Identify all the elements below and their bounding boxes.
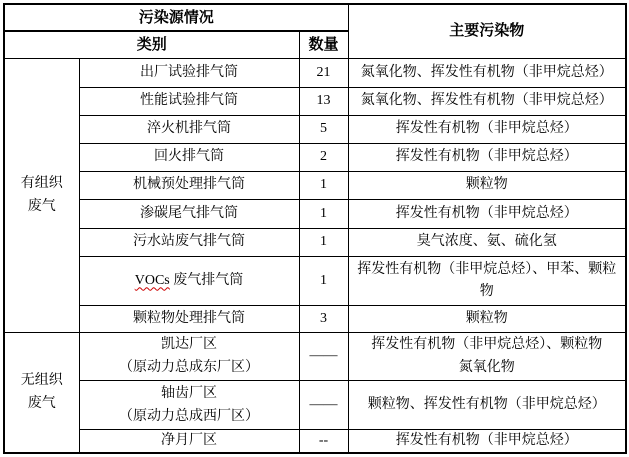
category-cell (79, 332, 299, 380)
category-cell: 净月厂区 (79, 429, 299, 453)
category-line: 凯达厂区 (161, 337, 217, 352)
category-cell: 机械预处理排气筒 (79, 171, 299, 199)
quantity-cell: —— (299, 332, 348, 380)
pollutants-cell: 氮氧化物、挥发性有机物（非甲烷总烃） (348, 58, 626, 87)
quantity-cell: 3 (299, 305, 348, 332)
category-line: （原动力总成东厂区） (119, 360, 259, 375)
table-row (4, 305, 626, 332)
table-row (4, 256, 626, 305)
table-row (4, 87, 626, 115)
pollutants-cell: 挥发性有机物（非甲烷总烃） (348, 143, 626, 171)
quantity-cell: 1 (299, 228, 348, 256)
table-row (4, 58, 626, 87)
group-label-line: 无组织 (20, 373, 63, 388)
header-category: 类别 (4, 31, 299, 58)
category-cell (79, 256, 299, 305)
category-cell: 渗碳尾气排气筒 (79, 199, 299, 228)
pollutants-cell (348, 332, 626, 380)
header-main-pollutants: 主要污染物 (348, 4, 626, 58)
table-row (4, 429, 626, 453)
quantity-cell: 1 (299, 256, 348, 305)
group-label-unorganized-waste-gas (4, 332, 79, 453)
category-line: （原动力总成西厂区） (119, 408, 259, 424)
pollutants-cell: 颗粒物 (348, 305, 626, 332)
pollutants-cell: 挥发性有机物（非甲烷总烃） (348, 199, 626, 228)
quantity-cell: —— (299, 380, 348, 429)
table-row (4, 143, 626, 171)
table-row (4, 380, 626, 429)
pollutants-cell: 颗粒物、挥发性有机物（非甲烷总烃） (348, 380, 626, 429)
table-row (4, 228, 626, 256)
category-cell: 回火排气筒 (79, 143, 299, 171)
group-label-line: 废气 (27, 199, 56, 214)
pollutants-cell: 挥发性有机物（非甲烷总烃）、甲苯、颗粒物 (348, 256, 626, 305)
table-row (4, 115, 626, 143)
table-row (4, 199, 626, 228)
category-cell: 淬火机排气筒 (79, 115, 299, 143)
pollutants-cell: 挥发性有机物（非甲烷总烃） (348, 115, 626, 143)
category-cell: 出厂试验排气筒 (79, 58, 299, 87)
quantity-cell: 1 (299, 199, 348, 228)
table-row (4, 332, 626, 380)
quantity-cell: 21 (299, 58, 348, 87)
vocs-label: VOCs (134, 272, 170, 288)
category-cell: 颗粒物处理排气筒 (79, 305, 299, 332)
category-cell (79, 380, 299, 429)
pollutants-cell: 挥发性有机物（非甲烷总烃） (348, 429, 626, 453)
quantity-cell: 1 (299, 171, 348, 199)
quantity-cell: -- (299, 429, 348, 453)
pollutants-cell: 颗粒物 (348, 171, 626, 199)
pollutants-line: 氮氧化物 (458, 360, 515, 375)
pollutants-cell: 氮氧化物、挥发性有机物（非甲烷总烃） (348, 87, 626, 115)
table-row (4, 171, 626, 199)
category-cell: 性能试验排气筒 (79, 87, 299, 115)
category-text: 废气排气筒 (169, 272, 244, 288)
category-line: 轴齿厂区 (161, 385, 217, 401)
category-cell: 污水站废气排气筒 (79, 228, 299, 256)
header-pollution-source-title: 污染源情况 (4, 4, 348, 31)
pollution-source-table (3, 3, 627, 454)
quantity-cell: 2 (299, 143, 348, 171)
quantity-cell: 5 (299, 115, 348, 143)
group-label-organized-waste-gas (4, 58, 79, 332)
pollutants-line: 挥发性有机物（非甲烷总烃）、颗粒物 (371, 337, 603, 352)
group-label-line: 废气 (27, 396, 56, 411)
quantity-cell: 13 (299, 87, 348, 115)
pollutants-cell: 臭气浓度、氨、硫化氢 (348, 228, 626, 256)
group-label-line: 有组织 (20, 176, 63, 191)
header-quantity: 数量 (299, 31, 348, 58)
